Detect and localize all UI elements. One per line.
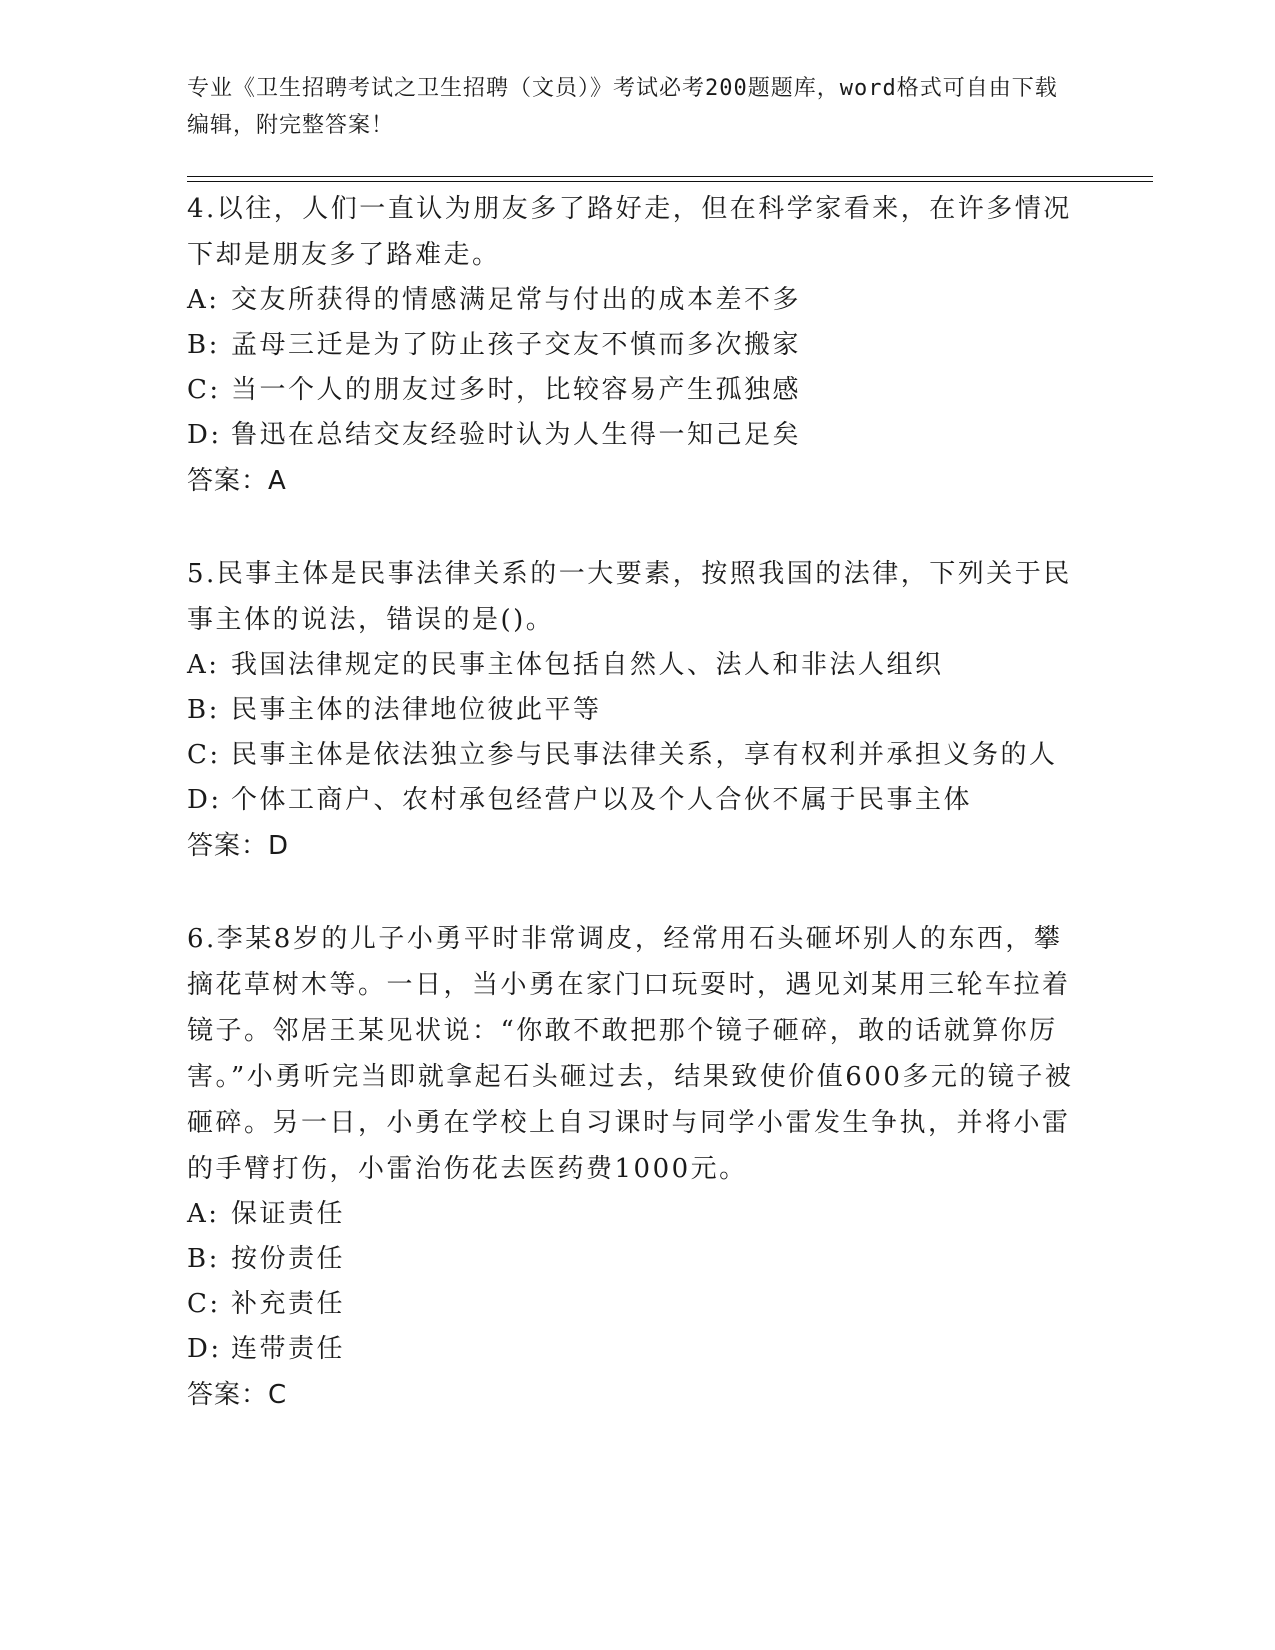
option-text: 交友所获得的情感满足常与付出的成本差不多: [231, 285, 802, 315]
header-rule-bottom: [187, 181, 1153, 182]
option-letter: D:: [187, 785, 222, 815]
option-c: [187, 368, 1087, 413]
option-letter: A:: [187, 1199, 220, 1229]
option-text: 按份责任: [231, 1244, 346, 1274]
option-letter: C:: [187, 1289, 221, 1319]
option-b: [187, 688, 1087, 733]
option-text: 鲁迅在总结交友经验时认为人生得一知己足矣: [231, 420, 802, 450]
answer-line: 答案：D: [187, 831, 290, 861]
option-text: 补充责任: [231, 1289, 346, 1319]
option-letter: B:: [187, 1244, 220, 1274]
option-a: [187, 1192, 1087, 1237]
header-rule-top: [187, 176, 1153, 177]
question-stem: 5.民事主体是民事法律关系的一大要素，按照我国的法律，下列关于民事主体的说法，错误的是()。: [187, 559, 1072, 635]
question-5: [187, 551, 1087, 869]
option-text: 民事主体的法律地位彼此平等: [231, 695, 602, 725]
option-letter: D:: [187, 420, 222, 450]
question-stem: 4.以往，人们一直认为朋友多了路好走，但在科学家看来，在许多情况下却是朋友多了路难走。: [187, 194, 1072, 270]
answer-line: 答案：A: [187, 466, 287, 496]
option-letter: B:: [187, 330, 220, 360]
option-c: [187, 1282, 1087, 1327]
option-d: [187, 1327, 1087, 1372]
option-text: 当一个人的朋友过多时，比较容易产生孤独感: [231, 375, 802, 405]
option-letter: C:: [187, 740, 221, 770]
answer-line: 答案：C: [187, 1380, 288, 1410]
option-b: [187, 323, 1087, 368]
option-letter: B:: [187, 695, 220, 725]
option-letter: D:: [187, 1334, 222, 1364]
option-text: 保证责任: [231, 1199, 346, 1229]
option-d: [187, 413, 1087, 458]
option-b: [187, 1237, 1087, 1282]
option-c: [187, 733, 1087, 778]
option-letter: C:: [187, 375, 221, 405]
document-header: 专业《卫生招聘考试之卫生招聘（文员）》考试必考200题题库，word格式可自由下载编辑，附完整答案！: [187, 76, 1058, 138]
option-text: 连带责任: [231, 1334, 346, 1364]
option-text: 个体工商户、农村承包经营户以及个人合伙不属于民事主体: [231, 785, 973, 815]
question-4: [187, 186, 1087, 504]
question-stem: 6.李某8岁的儿子小勇平时非常调皮，经常用石头砸坏别人的东西，攀摘花草树木等。一日，当小勇在家门口玩耍时，遇见刘某用三轮车拉着镜子。邻居王某见状说：“你敢不敢把那个镜子砸碎，敢的话就算你厉害。”小勇听完当即就拿起石头砸过去，结果致使价值600多元的镜子被砸碎。另一日，小勇在学校上自习课时与同学小雷发生争执，并将小雷的手臂打伤，小雷治伤花去医药费1000元。: [187, 924, 1074, 1184]
option-a: [187, 278, 1087, 323]
option-letter: A:: [187, 650, 220, 680]
question-6: [187, 916, 1087, 1418]
option-text: 孟母三迁是为了防止孩子交友不慎而多次搬家: [231, 330, 802, 360]
option-a: [187, 643, 1087, 688]
option-text: 民事主体是依法独立参与民事法律关系，享有权利并承担义务的人: [231, 740, 1058, 770]
option-text: 我国法律规定的民事主体包括自然人、法人和非法人组织: [231, 650, 944, 680]
option-d: [187, 778, 1087, 823]
option-letter: A:: [187, 285, 220, 315]
